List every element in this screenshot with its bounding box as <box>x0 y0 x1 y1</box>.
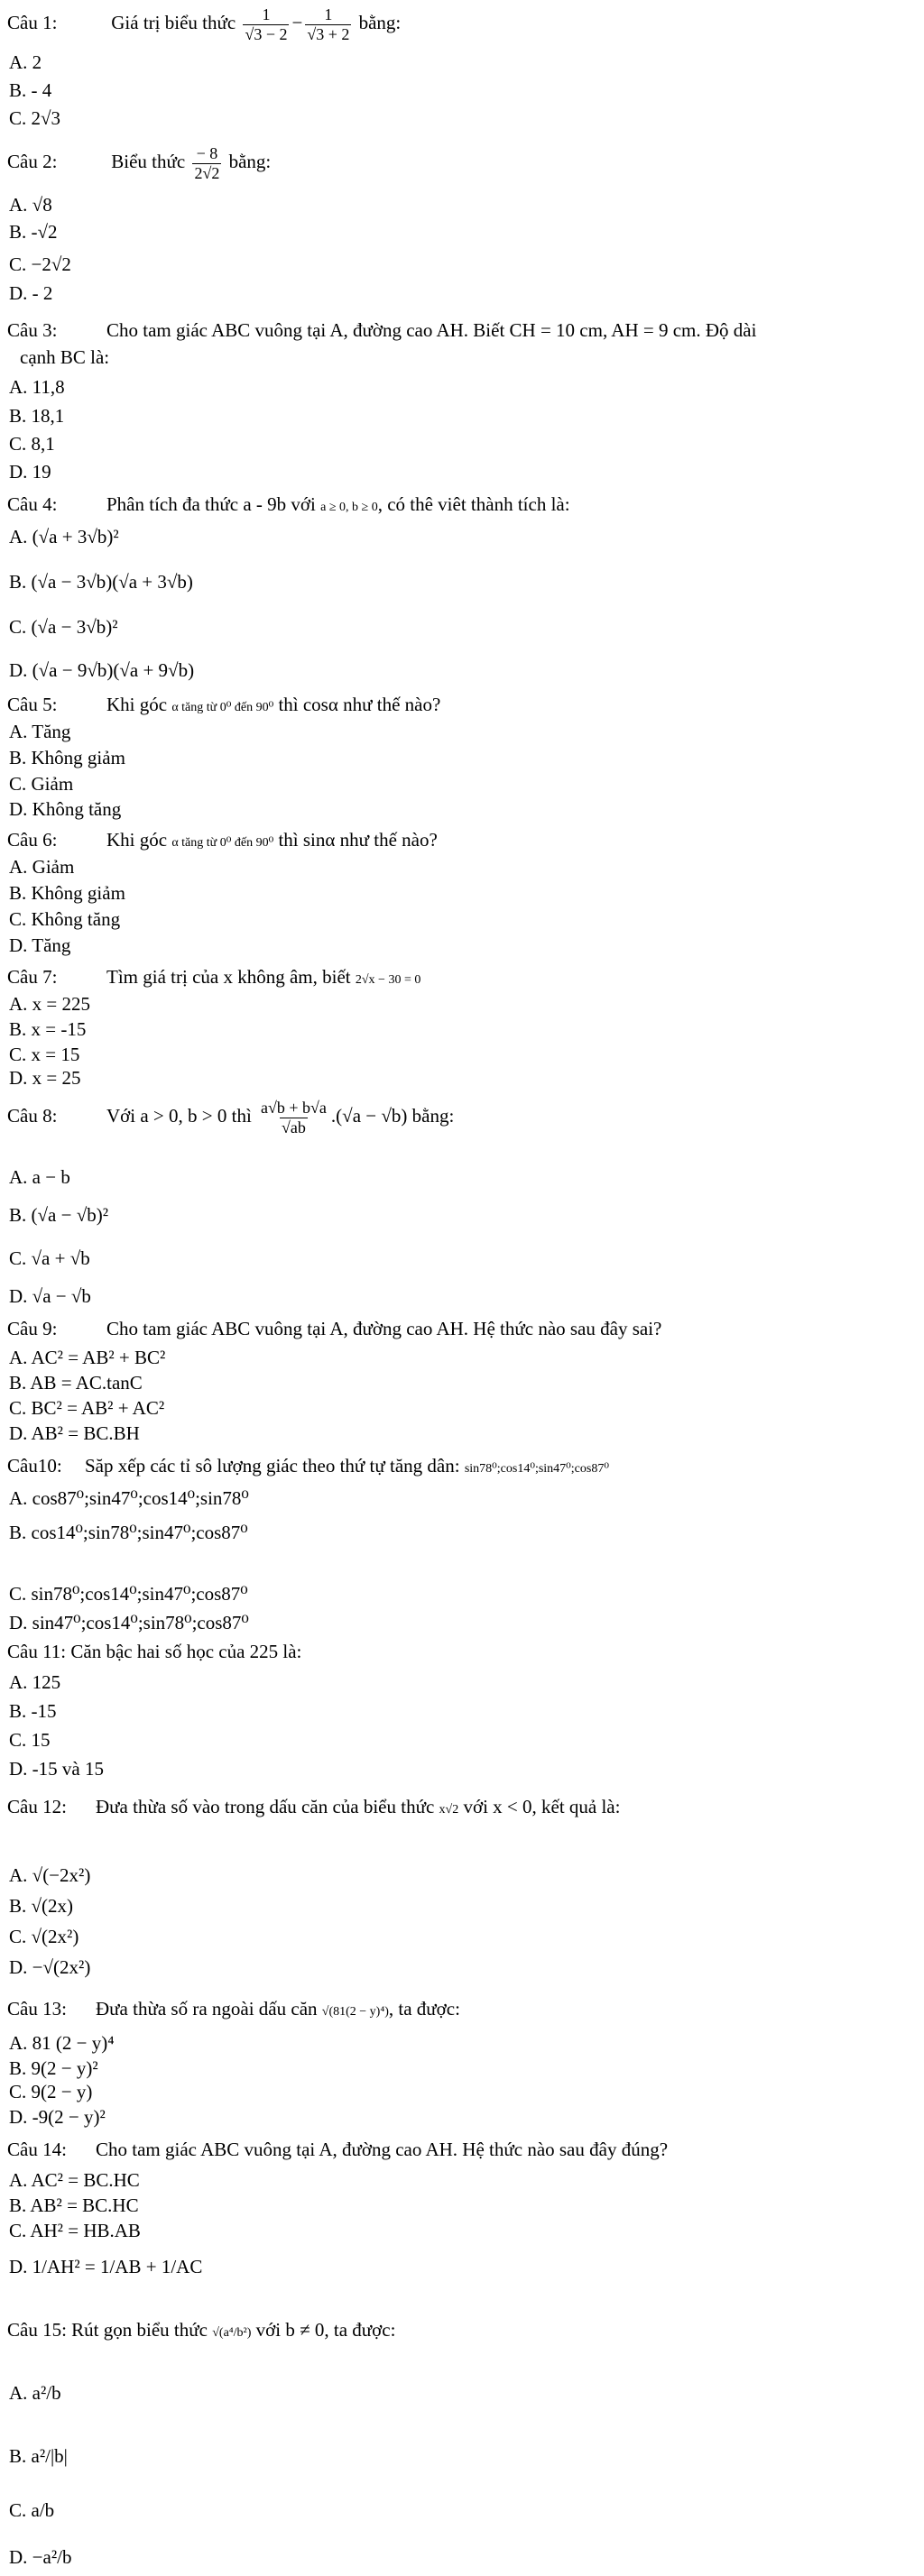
option-14a[interactable]: A. AC² = BC.HC <box>9 2169 140 2191</box>
option-7d[interactable]: D. x = 25 <box>9 1067 81 1089</box>
option-8b[interactable]: B. (√a − √b)² <box>9 1204 109 1226</box>
option-10d[interactable]: D. sin47⁰;cos14⁰;sin78⁰;cos87⁰ <box>9 1612 249 1633</box>
option-13d[interactable]: D. -9(2 − y)² <box>9 2106 106 2128</box>
question-11: Câu 11: Căn bậc hai số học của 225 là: <box>7 1641 302 1662</box>
option-10c[interactable]: C. sin78⁰;cos14⁰;sin47⁰;cos87⁰ <box>9 1583 248 1605</box>
option-14c[interactable]: C. AH² = HB.AB <box>9 2220 141 2241</box>
option-3b[interactable]: B. 18,1 <box>9 405 65 427</box>
option-5b[interactable]: B. Không giảm <box>9 747 125 768</box>
option-2c[interactable]: C. −2√2 <box>9 253 71 275</box>
option-7c[interactable]: C. x = 15 <box>9 1044 80 1065</box>
question-2: Câu 2: Biểu thức $\frac{- 8}{2√2}$ bằng: <box>7 144 272 182</box>
question-10: Câu10: Săp xếp các tỉ sô lượng giác theo thứ tự tăng dân: sin78⁰;cos14⁰;sin47⁰;cos87⁰ <box>7 1455 609 1477</box>
option-10a[interactable]: A. cos87⁰;sin47⁰;cos14⁰;sin78⁰ <box>9 1487 249 1509</box>
option-4b[interactable]: B. (√a − 3√b)(√a + 3√b) <box>9 571 193 593</box>
option-1a[interactable]: A. 2 <box>9 51 42 73</box>
option-2b[interactable]: B. -√2 <box>9 221 58 243</box>
question-1: Câu 1: Giá trị biểu thức $\frac{1}{√3 - 2}$ − $\frac{1}{√3 + 2}$ bằng: <box>7 5 402 43</box>
option-12b[interactable]: B. √(2x) <box>9 1895 74 1917</box>
option-4d[interactable]: D. (√a − 9√b)(√a + 9√b) <box>9 659 195 681</box>
question-6: Câu 6: Khi góc α tăng từ 0⁰ đến 90⁰ thì sinα như thế nào? <box>7 829 438 851</box>
question-13: Câu 13: Đưa thừa số ra ngoài dấu căn √(81(2 − y)⁴), ta được: <box>7 1998 460 2019</box>
question-5: Câu 5: Khi góc α tăng từ 0⁰ đến 90⁰ thì cosα như thế nào? <box>7 694 441 715</box>
option-6a[interactable]: A. Giảm <box>9 856 75 878</box>
question-14: Câu 14: Cho tam giác ABC vuông tại A, đường cao AH. Hệ thức nào sau đây đúng? <box>7 2139 669 2160</box>
option-13b[interactable]: B. 9(2 − y)² <box>9 2057 98 2079</box>
option-11d[interactable]: D. -15 và 15 <box>9 1758 104 1780</box>
option-13c[interactable]: C. 9(2 − y) <box>9 2081 93 2102</box>
option-15d[interactable]: D. −a²/b <box>9 2546 72 2568</box>
option-7a[interactable]: A. x = 225 <box>9 993 91 1015</box>
option-4c[interactable]: C. (√a − 3√b)² <box>9 616 118 638</box>
option-12a[interactable]: A. √(−2x²) <box>9 1864 91 1886</box>
option-5d[interactable]: D. Không tăng <box>9 798 122 820</box>
option-6b[interactable]: B. Không giảm <box>9 882 125 904</box>
option-1b[interactable]: B. - 4 <box>9 79 52 101</box>
question-9: Câu 9: Cho tam giác ABC vuông tại A, đường cao AH. Hệ thức nào sau đây sai? <box>7 1318 662 1339</box>
option-15c[interactable]: C. a/b <box>9 2499 55 2521</box>
option-14d[interactable]: D. 1/AH² = 1/AB + 1/AC <box>9 2256 203 2277</box>
question-7: Câu 7: Tìm giá trị của x không âm, biết 2√x − 30 = 0 <box>7 966 421 988</box>
option-3a[interactable]: A. 11,8 <box>9 376 65 398</box>
option-6c[interactable]: C. Không tăng <box>9 908 121 930</box>
option-5c[interactable]: C. Giảm <box>9 773 74 795</box>
option-15a[interactable]: A. a²/b <box>9 2382 61 2404</box>
option-11b[interactable]: B. -15 <box>9 1700 57 1722</box>
option-14b[interactable]: B. AB² = BC.HC <box>9 2194 139 2216</box>
option-9a[interactable]: A. AC² = AB² + BC² <box>9 1347 166 1368</box>
option-10b[interactable]: B. cos14⁰;sin78⁰;sin47⁰;cos87⁰ <box>9 1522 248 1543</box>
question-3-line-2: cạnh BC là: <box>20 346 110 368</box>
option-13a[interactable]: A. 81 (2 − y)⁴ <box>9 2032 115 2054</box>
option-8a[interactable]: A. a − b <box>9 1166 70 1188</box>
option-7b[interactable]: B. x = -15 <box>9 1018 87 1040</box>
option-11c[interactable]: C. 15 <box>9 1729 51 1751</box>
option-9d[interactable]: D. AB² = BC.BH <box>9 1422 140 1444</box>
question-3: Câu 3: Cho tam giác ABC vuông tại A, đường cao AH. Biết CH = 10 cm, AH = 9 cm. Độ dài <box>7 319 757 341</box>
option-3c[interactable]: C. 8,1 <box>9 433 55 455</box>
option-1c[interactable]: C. 2√3 <box>9 107 61 129</box>
option-8c[interactable]: C. √a + √b <box>9 1247 90 1269</box>
option-12d[interactable]: D. −√(2x²) <box>9 1956 91 1978</box>
option-11a[interactable]: A. 125 <box>9 1671 61 1693</box>
option-8d[interactable]: D. √a − √b <box>9 1285 91 1307</box>
option-9b[interactable]: B. AB = AC.tanC <box>9 1372 143 1394</box>
option-2a[interactable]: A. √8 <box>9 194 52 216</box>
option-6d[interactable]: D. Tăng <box>9 934 71 956</box>
option-4a[interactable]: A. (√a + 3√b)² <box>9 526 119 547</box>
option-5a[interactable]: A. Tăng <box>9 721 71 742</box>
option-15b[interactable]: B. a²/|b| <box>9 2445 68 2467</box>
question-12: Câu 12: Đưa thừa số vào trong dấu căn của biểu thức x√2 với x < 0, kết quả là: <box>7 1796 621 1817</box>
option-9c[interactable]: C. BC² = AB² + AC² <box>9 1397 165 1419</box>
option-12c[interactable]: C. √(2x²) <box>9 1926 79 1947</box>
option-3d[interactable]: D. 19 <box>9 461 51 483</box>
question-15: Câu 15: Rút gọn biểu thức √(a⁴/b²) với b ≠ 0, ta được: <box>7 2319 396 2341</box>
question-4: Câu 4: Phân tích đa thức a - 9b với a ≥ 0, b ≥ 0, có thê viêt thành tích là: <box>7 493 570 515</box>
question-8: Câu 8: Với a > 0, b > 0 thì $\frac{a√b + b√a}{√ab}$ .(√a − √b) bằng: <box>7 1099 455 1136</box>
option-2d[interactable]: D. - 2 <box>9 282 53 304</box>
